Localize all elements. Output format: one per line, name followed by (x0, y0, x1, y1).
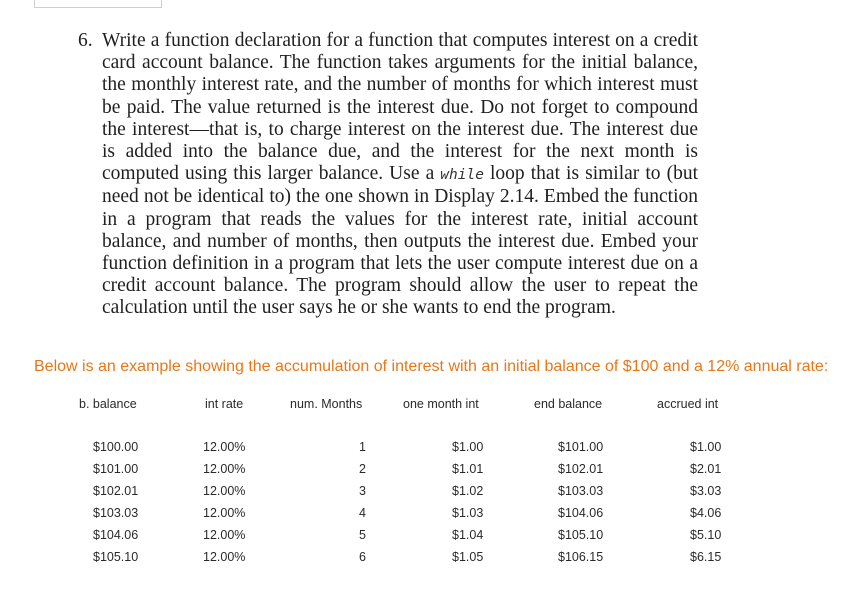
cell-end-balance: $102.01 (558, 462, 604, 476)
cell-balance: $104.06 (93, 528, 139, 542)
header-int-rate: int rate (205, 397, 244, 411)
cell-num-months: 4 (359, 506, 366, 520)
cell-accrued-int: $3.03 (690, 484, 722, 498)
cell-int-rate: 12.00% (203, 440, 246, 454)
exercise-text (102, 30, 698, 320)
cell-one-month-int: $1.00 (452, 440, 484, 454)
cell-one-month-int: $1.05 (452, 550, 484, 564)
cell-int-rate: 12.00% (203, 550, 246, 564)
cell-end-balance: $104.06 (558, 506, 604, 520)
code-keyword-while: while (440, 167, 484, 184)
cell-accrued-int: $5.10 (690, 528, 722, 542)
cell-one-month-int: $1.03 (452, 506, 484, 520)
cell-int-rate: 12.00% (203, 528, 246, 542)
cell-balance: $105.10 (93, 550, 139, 564)
cell-accrued-int: $1.00 (690, 440, 722, 454)
cell-balance: $102.01 (93, 484, 139, 498)
cell-accrued-int: $4.06 (690, 506, 722, 520)
header-num-months: num. Months (290, 397, 363, 411)
cell-one-month-int: $1.02 (452, 484, 484, 498)
cell-end-balance: $106.15 (558, 550, 604, 564)
cell-num-months: 5 (359, 528, 366, 542)
cell-int-rate: 12.00% (203, 506, 246, 520)
exercise-6 (78, 30, 698, 320)
example-intro: Below is an example showing the accumulation of interest with an initial balance of $100 and a 12% annual rate: (34, 358, 829, 375)
header-one-month-int: one month int (403, 397, 479, 411)
header-balance: b. balance (79, 397, 137, 411)
cell-end-balance: $101.00 (558, 440, 604, 454)
cell-accrued-int: $6.15 (690, 550, 722, 564)
cell-end-balance: $103.03 (558, 484, 604, 498)
header-accrued-int: accrued int (657, 397, 719, 411)
cell-one-month-int: $1.04 (452, 528, 484, 542)
cell-one-month-int: $1.01 (452, 462, 484, 476)
cell-balance: $103.03 (93, 506, 139, 520)
top-frame-decoration (34, 0, 162, 8)
cell-balance: $101.00 (93, 462, 139, 476)
cell-int-rate: 12.00% (203, 462, 246, 476)
cell-int-rate: 12.00% (203, 484, 246, 498)
cell-num-months: 3 (359, 484, 366, 498)
header-end-balance: end balance (534, 397, 603, 411)
exercise-text-part-1: Write a function declaration for a function that computes interest on a credit card account balance. The function takes arguments for the initial balance, the monthly interest rate, and the number of months for which interest must be paid. The value returned is the interest due. Do not forget to compound the interest—that is, to charge interest on the interest due. The interest due is added into the balance due, and the interest for the next month is computed using this larger balance. Use a (102, 30, 698, 185)
cell-balance: $100.00 (93, 440, 139, 454)
cell-end-balance: $105.10 (558, 528, 604, 542)
cell-accrued-int: $2.01 (690, 462, 722, 476)
cell-num-months: 6 (359, 550, 366, 564)
exercise-number: 6. (78, 30, 93, 51)
cell-num-months: 2 (359, 462, 366, 476)
exercise-text-part-2: loop that is similar to (but need not be identical to) the one shown in Display 2.14. Embed the function in a program that reads the values for the interest rate, initial account balance, and number of months, then outputs the interest due. Embed your function definition in a program that lets the user compute interest due on a credit account balance. The program should allow the user to repeat the calculation until the user says he or she wants to end the program. (102, 163, 698, 319)
cell-num-months: 1 (359, 440, 366, 454)
